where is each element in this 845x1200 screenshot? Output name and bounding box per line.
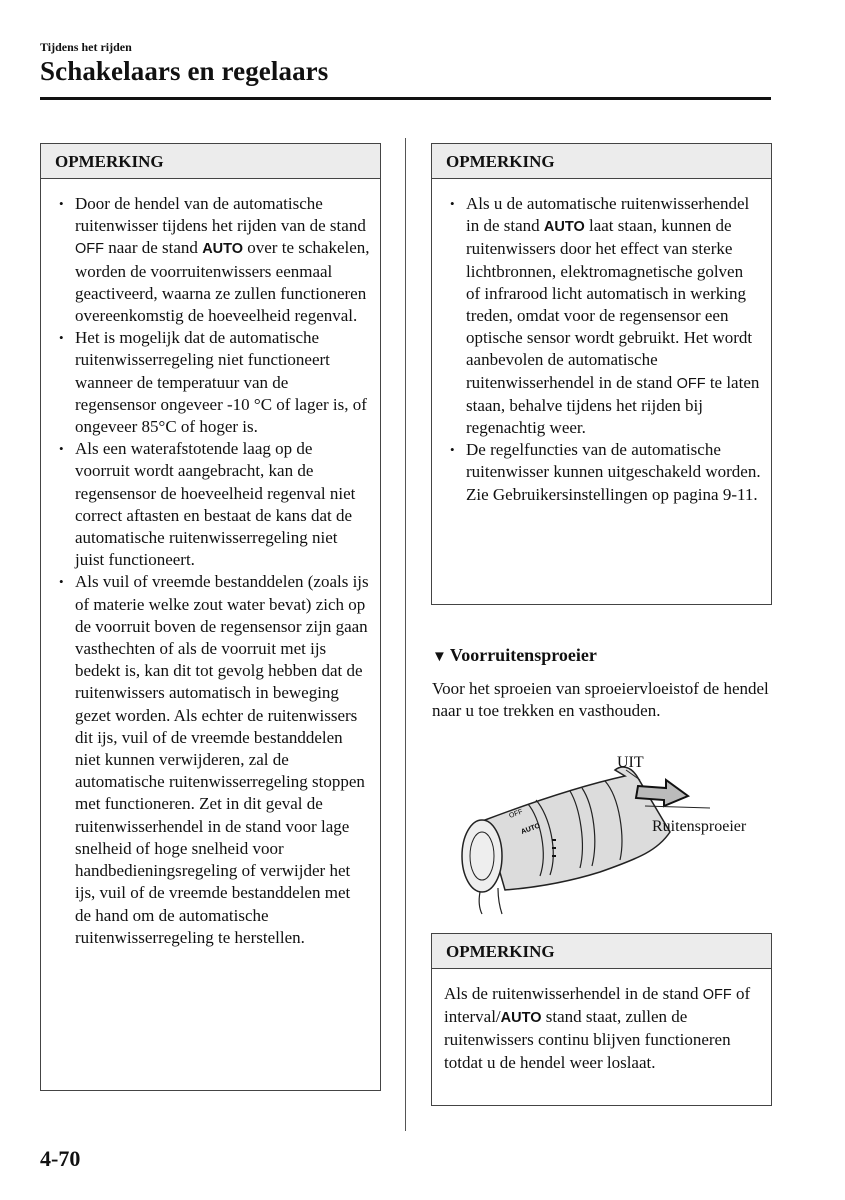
note-box-right-top bbox=[431, 143, 772, 605]
washer-heading-text: Voorruitensproeier bbox=[449, 645, 597, 665]
switch-position-label: OFF bbox=[676, 375, 706, 392]
note-heading: OPMERKING bbox=[432, 934, 771, 969]
label-off-position: UIT bbox=[617, 754, 644, 771]
note-list bbox=[448, 193, 761, 506]
note-list bbox=[57, 193, 370, 949]
section-label: Tijdens het rijden bbox=[40, 40, 132, 54]
wiper-lever-illustration bbox=[440, 748, 770, 918]
triangle-down-icon: ▼ bbox=[432, 649, 447, 665]
switch-position-label: OFF bbox=[702, 987, 732, 1003]
switch-position-label: OFF bbox=[75, 241, 104, 258]
column-divider bbox=[405, 138, 406, 1131]
page-title: Schakelaars en regelaars bbox=[40, 56, 329, 86]
page-number: 4-70 bbox=[40, 1146, 81, 1171]
note-item: • De regelfuncties van de automatische ruitenwisser kunnen uitgeschakeld worden. Zie Gebruikersinstellingen op pagina 9-11. bbox=[448, 439, 761, 506]
switch-position-label: AUTO bbox=[500, 1010, 542, 1027]
switch-position-label: AUTO bbox=[202, 241, 244, 258]
washer-heading bbox=[432, 645, 597, 666]
title-rule bbox=[40, 97, 771, 100]
note-heading: OPMERKING bbox=[432, 144, 771, 179]
note-item: • Als u de automatische ruitenwisserhendel in de stand AUTO laat staan, kunnen de ruitenwissers door het effect van sterke lichtbronnen, elektromagnetische golven of infrarood licht automatisch in werking treden, omdat voor de regensensor een optische sensor wordt gebruikt. Het wordt aanbevolen de automatische ruitenwisserhendel in de stand OFF te laten staan, behalve tijdens het rijden bij regenachtig weer. bbox=[448, 193, 761, 439]
note-box-right-bottom bbox=[431, 933, 772, 1106]
note-paragraph: Als de ruitenwisserhendel in de stand OFF of interval/AUTO stand staat, zullen de ruitenwissers continu blijven functioneren totdat u de hendel weer loslaat. bbox=[444, 984, 751, 1072]
note-item: • Door de hendel van de automatische ruitenwisser tijdens het rijden van de stand OFF naar de stand AUTO over te schakelen, worden de voorruitenwissers eenmaal geactiveerd, waarna ze zullen functioneren overeenkomstig de hoeveelheid regenval. bbox=[57, 193, 370, 327]
lever-mark-off: OFF bbox=[508, 808, 524, 820]
note-item: • Als een waterafstotende laag op de voorruit wordt aangebracht, kan de regensensor de hoeveelheid regenval niet correct aftasten en bestaat de kans dat de automatische ruitenwisserregeling niet juist functioneert. bbox=[57, 438, 370, 571]
note-box-left bbox=[40, 143, 381, 1091]
washer-instruction: Voor het sproeien van sproeiervloeistof de hendel naar u toe trekken en vasthouden. bbox=[432, 679, 769, 721]
note-heading: OPMERKING bbox=[41, 144, 380, 179]
label-washer: Ruitensproeier bbox=[652, 818, 747, 835]
note-item: • Als vuil of vreemde bestanddelen (zoals ijs of materie welke zout water bevat) zich op de voorruit boven de regensensor zijn gaan vasthechten of als de voorruit met ijs bedekt is, kan dit tot gevolg hebben dat de ruitenwissers automatisch in beweging gezet worden. Als echter de ruitenwissers dit ijs, vuil of de vreemde bestanddelen niet kunnen verwijderen, zal de automatische ruitenwisserregeling stoppen met functioneren. Zet in dit geval de ruitenwisserhendel in de stand voor lage snelheid of hoge snelheid voor handbedieningsregeling of verwijder het ijs, vuil of de vreemde bestanddelen met de hand om de automatische ruitenwisserregeling te herstellen. bbox=[57, 571, 370, 948]
lever-mark-auto: AUTO bbox=[520, 822, 542, 836]
note-item: • Het is mogelijk dat de automatische ruitenwisserregeling niet functioneert wanneer de temperatuur van de regensensor ongeveer -10 °C of lager is, of ongeveer 85°C of hoger is. bbox=[57, 327, 370, 438]
switch-position-label: AUTO bbox=[543, 219, 585, 236]
